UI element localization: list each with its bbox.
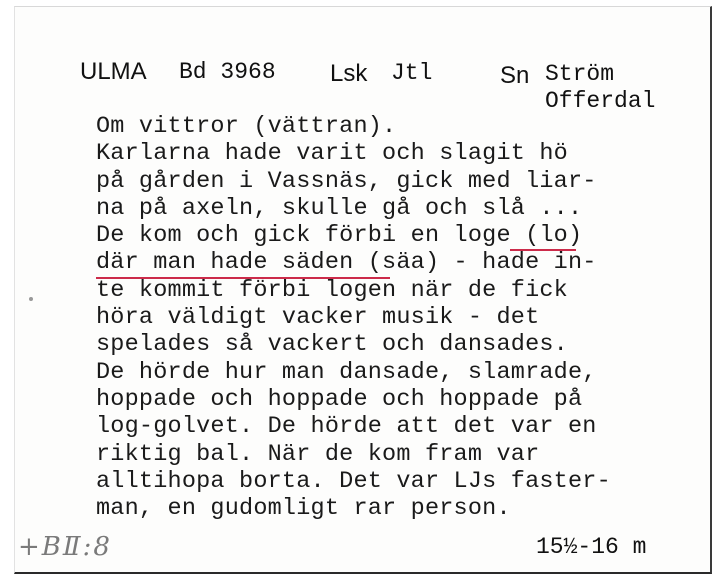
text-line: De kom och gick förbi en loge (lo) bbox=[96, 222, 583, 250]
text-line: Om vittror (vättran). bbox=[96, 113, 397, 140]
socken-value-line1: Ström bbox=[545, 61, 615, 87]
handwritten-note: +BⅡ:8 bbox=[18, 532, 112, 562]
text-line: De hörde hur man dansade, slamrade, bbox=[96, 358, 597, 386]
text-line: log-golvet. De hörde att det var en bbox=[96, 413, 597, 441]
volume-number: Bd 3968 bbox=[179, 59, 276, 85]
socken-value-line2: Offerdal bbox=[545, 88, 656, 114]
text-line: riktig bal. När de kom fram var bbox=[96, 440, 540, 468]
height-note: 15½-16 m bbox=[536, 534, 647, 560]
text-line: alltihopa borta. Det var LJs faster- bbox=[96, 467, 611, 495]
text-line: te kommit förbi logen när de fick bbox=[96, 276, 568, 304]
landskap-label: Lsk bbox=[330, 60, 368, 87]
archive-name: ULMA bbox=[80, 58, 147, 85]
underline-loge bbox=[510, 249, 576, 251]
text-line: där man hade säden (säa) - hade in- bbox=[96, 249, 597, 277]
landskap-value: Jtl bbox=[391, 60, 433, 86]
text-line: na på axeln, skulle gå och slå ... bbox=[96, 194, 583, 222]
underline-dar-man-hade-saden bbox=[96, 277, 390, 279]
text-line: spelades så vackert och dansades. bbox=[96, 331, 568, 359]
record-text bbox=[96, 113, 611, 522]
text-line: Karlarna hade varit och slagit hö bbox=[96, 140, 568, 168]
paper-speck bbox=[29, 297, 33, 301]
text-line: hoppade och hoppade och hoppade på bbox=[96, 385, 583, 413]
text-line: man, en gudomligt rar person. bbox=[96, 495, 511, 523]
socken-label: Sn bbox=[500, 62, 530, 89]
text-line: höra väldigt vacker musik - det bbox=[96, 304, 540, 332]
text-line: på gården i Vassnäs, gick med liar- bbox=[96, 167, 597, 195]
